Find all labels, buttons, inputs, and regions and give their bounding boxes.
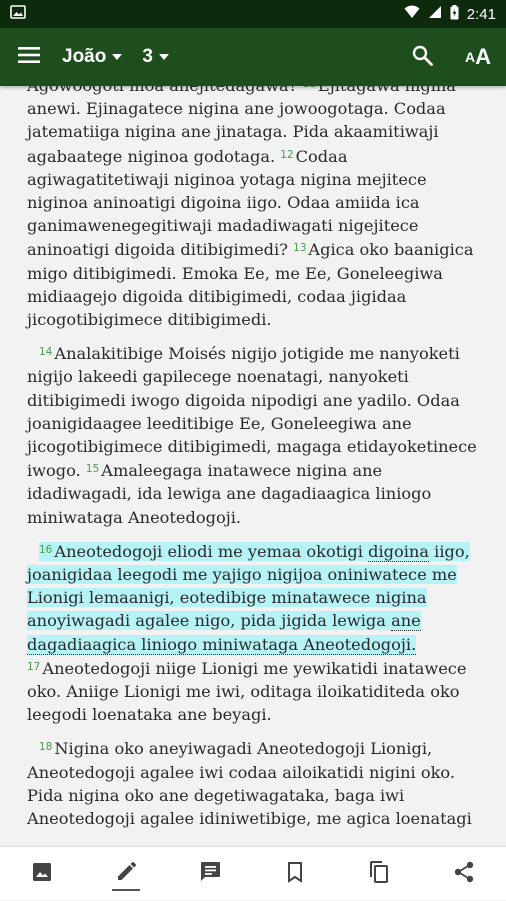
book-name: João bbox=[62, 46, 107, 67]
image-button[interactable] bbox=[0, 847, 84, 901]
verse-text: Agica oko baanigica migo ditibigimedi. Emoka Ee, me Ee, Goneleegiwa midiaagejo digoida ditibigimedi, codaa jigidaa jicogotibigimece ditibigimedi. bbox=[27, 240, 474, 330]
app-bar bbox=[0, 28, 506, 86]
underlined-text: digoina bbox=[368, 541, 430, 561]
verse-text: Codaa agiwagatitetiwaji niginoa yotaga nigina mejitece niginoa aninoatigi digoina iigo. Odaa amiida ica ganimawenegegitiwaji madadiwagati nigejitece aninoatigi digoida ditibigimedi? bbox=[27, 146, 427, 260]
verse-number: 12 bbox=[280, 148, 294, 161]
chevron-down-icon bbox=[112, 54, 122, 60]
paragraph[interactable] bbox=[0, 73, 506, 331]
paragraph[interactable] bbox=[0, 341, 506, 529]
wifi-icon bbox=[404, 5, 420, 23]
search-button[interactable] bbox=[394, 28, 450, 86]
comment-icon bbox=[200, 861, 221, 886]
bottom-toolbar bbox=[0, 846, 506, 900]
copy-button[interactable] bbox=[337, 847, 421, 901]
verse-text: Nigina oko aneyiwagadi Aneotedogoji Lionigi, Aneotedogoji agalee iwi codaa ailoikatidi nigini oko. Pida nigina oko ane degetiwagataka, baga iwi bbox=[27, 739, 456, 805]
share-icon bbox=[454, 861, 474, 887]
menu-icon bbox=[18, 47, 40, 67]
verse-text: Analakitibige Moisés nigijo jotigide me nanyoketi nigijo lakeedi gapilecege noenatagi, nanyoketi ditibigimedi iwogo digoida nipodigi ane yadilo. Odaa joanigidaagee leeditibige Ee, Goneleegiwa ane jicogotibigimece ditibigimedi, magaga etidayoketinece iwogo. bbox=[27, 344, 477, 481]
verse-number: 13 bbox=[293, 242, 307, 255]
verse-number: 17 bbox=[27, 660, 41, 673]
note-button[interactable] bbox=[169, 847, 253, 901]
bookmark-icon bbox=[287, 862, 303, 886]
underlined-text: ane dagadiaagica liniogo miniwataga Aneotedogoji. bbox=[27, 611, 421, 654]
paragraph[interactable] bbox=[0, 539, 506, 727]
verse-text: Aneotedogoji niige Lionigi me yewikatidi inatawece oko. Aniige Lionigi me iwi, oditaga iloikatiditeda oko leegodi loenataka ane beyagi. bbox=[27, 658, 467, 725]
status-bar bbox=[0, 0, 506, 28]
highlight-button[interactable] bbox=[84, 847, 168, 901]
copy-icon bbox=[369, 861, 389, 887]
chapter-number: 3 bbox=[142, 46, 153, 67]
verse-number: 14 bbox=[39, 346, 53, 359]
status-time: 2:41 bbox=[466, 5, 496, 23]
verse-text: Aneotedogoji agalee idiniwetibige, me agica loenatagi bbox=[27, 809, 472, 829]
gallery-notification-icon bbox=[10, 5, 26, 23]
chevron-down-icon bbox=[159, 54, 169, 60]
verse-number: 16 bbox=[39, 543, 53, 556]
verse-number: 18 bbox=[39, 741, 53, 754]
paragraph[interactable] bbox=[0, 736, 506, 830]
verse-text: iigo, joanigidaa leegodi me yajigo nigijoa oniniwatece me Lionigi lemaanigi, eotedibige minatawece nigina anoyiwagadi agalee nigo, pida jigida lewiga bbox=[27, 541, 470, 631]
text-size-big-label: A bbox=[475, 44, 491, 69]
verse-text: Amaleegaga inatawece nigina ane idadiwagadi, ida lewiga ane dagadiaagica liniogo miniwataga Aneotedogoji. bbox=[27, 461, 432, 527]
signal-icon bbox=[428, 5, 442, 23]
menu-button[interactable] bbox=[0, 28, 58, 86]
bible-text-view[interactable] bbox=[0, 86, 506, 846]
search-icon bbox=[412, 45, 433, 70]
verse-text: anewi. Ejinagatece nigina ane jowoogotaga. Codaa jatematiiga nigina ane jinataga. Pida akaamitiwaji agabaatege niginoa godotaga. bbox=[27, 99, 446, 166]
image-icon bbox=[32, 862, 52, 886]
pencil-icon bbox=[115, 861, 137, 887]
verse-number: 15 bbox=[85, 463, 100, 476]
text-size-button[interactable] bbox=[450, 28, 506, 86]
chapter-selector[interactable] bbox=[142, 46, 169, 68]
book-selector[interactable] bbox=[62, 46, 122, 68]
verse-text: Aneotedogoji eliodi me yemaa okotigi bbox=[54, 541, 363, 561]
highlighted-verse[interactable] bbox=[27, 542, 470, 654]
bookmark-button[interactable] bbox=[253, 847, 337, 901]
battery-icon bbox=[450, 5, 459, 24]
text-size-small-label: A bbox=[464, 49, 476, 65]
share-button[interactable] bbox=[422, 847, 506, 901]
